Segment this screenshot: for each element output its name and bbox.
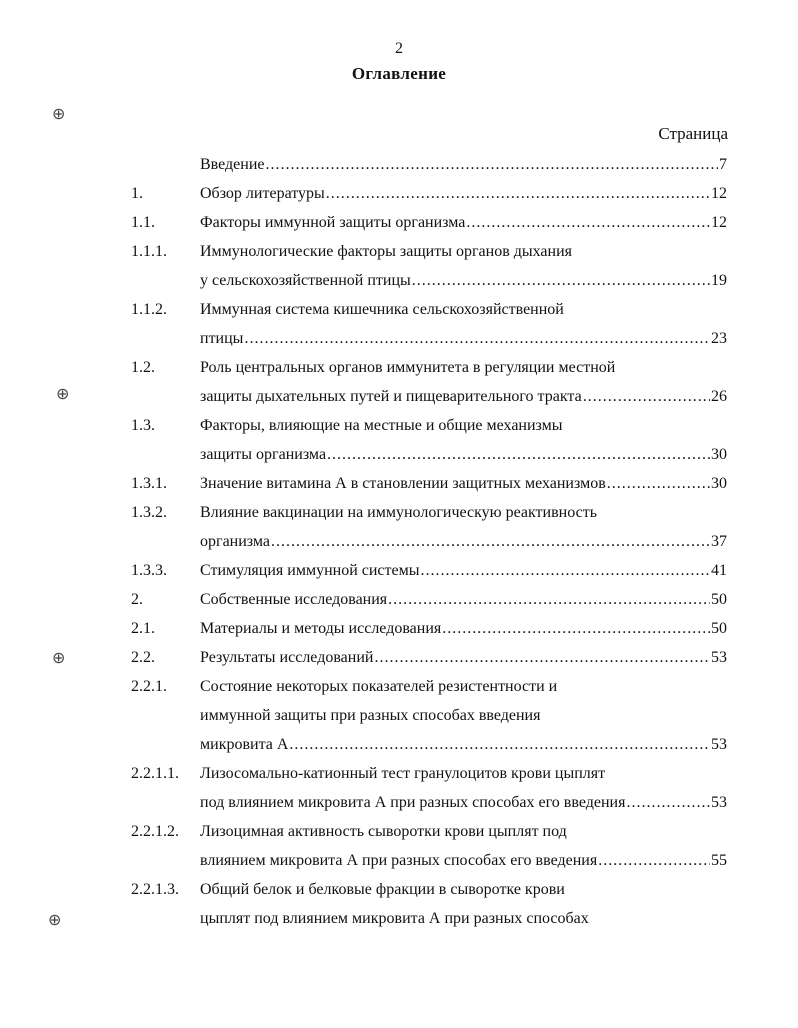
toc-entry-text: Общий белок и белковые фракции в сыворотке крови <box>200 881 565 898</box>
toc-entry-text: Роль центральных органов иммунитета в регуляции местной <box>200 359 616 376</box>
toc-entry-page: 50 <box>711 620 727 637</box>
toc-entry-text: Лизоцимная активность сыворотки крови цыплят под <box>200 823 567 840</box>
toc-entry-number: 2. <box>131 591 143 608</box>
toc-entry-page: 53 <box>711 736 727 753</box>
toc-entry-line <box>0 701 798 730</box>
dot-leader <box>626 788 710 817</box>
toc-entry-line <box>0 904 798 933</box>
toc-entry-line <box>200 788 727 817</box>
toc-entry <box>0 556 798 585</box>
toc-entry-text: Результаты исследований <box>200 649 374 666</box>
toc-entry-number: 1.3.1. <box>131 475 167 492</box>
toc-entry-line <box>0 411 798 440</box>
toc-entry-page: 12 <box>711 214 727 231</box>
page-column-header: Страница <box>658 124 728 143</box>
toc-entry-line <box>200 556 727 585</box>
toc-entry-text: защиты дыхательных путей и пищеварительного тракта <box>200 388 582 405</box>
toc-entry-text: Собственные исследования <box>200 591 388 608</box>
toc-entry-line <box>200 643 727 672</box>
toc-entry <box>0 411 798 469</box>
page-number: 2 <box>395 40 403 57</box>
margin-mark: ⊕ <box>52 648 66 667</box>
toc-entry-text: Значение витамина А в становлении защитных механизмов <box>200 475 606 492</box>
toc-entry <box>0 237 798 295</box>
toc-entry <box>0 295 798 353</box>
toc-entry-text: Лизосомально-катионный тест гранулоцитов крови цыплят <box>200 765 606 782</box>
toc-entry-line <box>0 353 798 382</box>
toc-entry-text: Иммунологические факторы защиты органов дыхания <box>200 243 573 260</box>
toc-entry-text: Состояние некоторых показателей резистентности и <box>200 678 558 695</box>
dot-leader <box>289 730 710 759</box>
toc-entry-number: 1. <box>131 185 143 202</box>
toc-entry-number: 2.2.1.3. <box>131 881 179 898</box>
toc-entry-page: 41 <box>711 562 727 579</box>
dot-leader <box>598 846 710 875</box>
toc-entry-line <box>0 759 798 788</box>
toc-entry-line <box>200 208 727 237</box>
toc-entry <box>0 208 798 237</box>
toc-entry-page: 19 <box>711 272 727 289</box>
toc-entry-line <box>0 237 798 266</box>
toc-entry-line <box>200 440 727 469</box>
dot-leader <box>466 208 710 237</box>
toc-entry-line <box>0 672 798 701</box>
toc-entry-text: Факторы иммунной защиты организма <box>200 214 466 231</box>
toc-entry-text: микровита А <box>200 736 289 753</box>
toc-entry-line <box>0 817 798 846</box>
toc-entry-page: 37 <box>711 533 727 550</box>
toc-entry <box>0 179 798 208</box>
toc-entry-number: 1.2. <box>131 359 155 376</box>
toc-entry-page: 12 <box>711 185 727 202</box>
dot-leader <box>607 469 710 498</box>
toc-entry-number: 2.2.1. <box>131 678 167 695</box>
toc-entry-text: цыплят под влиянием микровита А при разных способах <box>200 910 589 927</box>
toc-entry-text: Иммунная система кишечника сельскохозяйственной <box>200 301 564 318</box>
toc-entry <box>0 353 798 411</box>
toc-entry-line <box>200 614 727 643</box>
dot-leader <box>374 643 710 672</box>
toc-entry-text: организма <box>200 533 270 550</box>
toc-entry-page: 23 <box>711 330 727 347</box>
toc-entry-text: иммунной защиты при разных способах введения <box>200 707 541 724</box>
toc-entry <box>0 643 798 672</box>
margin-mark: ⊕ <box>56 384 70 403</box>
dot-leader <box>421 556 711 585</box>
toc-entry <box>0 614 798 643</box>
toc-entry-line <box>200 469 727 498</box>
toc-entry-number: 2.2. <box>131 649 155 666</box>
toc-entry-number: 1.1.1. <box>131 243 167 260</box>
toc-entry-line <box>200 846 727 875</box>
toc-entry-line <box>200 585 727 614</box>
toc-entry-line <box>0 498 798 527</box>
margin-mark: ⊕ <box>52 104 66 123</box>
toc-entry-page: 50 <box>711 591 727 608</box>
toc-entry-number: 2.2.1.1. <box>131 765 179 782</box>
dot-leader <box>326 179 710 208</box>
dot-leader <box>583 382 710 411</box>
toc-entry-page: 53 <box>711 794 727 811</box>
toc-entry <box>0 759 798 817</box>
toc-entry-text: птицы <box>200 330 244 347</box>
toc-entry-text: Факторы, влияющие на местные и общие механизмы <box>200 417 563 434</box>
toc-entry-text: Обзор литературы <box>200 185 325 202</box>
toc-entry <box>0 672 798 759</box>
toc-entry <box>0 875 798 933</box>
toc-entry-text: защиты организма <box>200 446 327 463</box>
toc-entry-number: 1.1. <box>131 214 155 231</box>
dot-leader <box>266 150 719 179</box>
toc-entry-line <box>0 875 798 904</box>
toc-entry-line <box>200 730 727 759</box>
toc-entry-number: 2.1. <box>131 620 155 637</box>
table-of-contents <box>0 150 798 933</box>
toc-entry-page: 55 <box>711 852 727 869</box>
toc-entry-page: 30 <box>711 475 727 492</box>
toc-entry-line <box>200 266 727 295</box>
toc-entry-line <box>200 527 727 556</box>
toc-entry <box>0 585 798 614</box>
toc-entry-text: Стимуляция иммунной системы <box>200 562 420 579</box>
page-title: Оглавление <box>351 64 447 83</box>
toc-entry-number: 1.1.2. <box>131 301 167 318</box>
toc-entry-line <box>200 150 727 179</box>
dot-leader <box>327 440 710 469</box>
dot-leader <box>442 614 710 643</box>
dot-leader <box>388 585 710 614</box>
toc-entry-line <box>200 382 727 411</box>
toc-entry <box>0 150 798 179</box>
toc-entry-number: 2.2.1.2. <box>131 823 179 840</box>
toc-entry <box>0 498 798 556</box>
dot-leader <box>244 324 710 353</box>
toc-entry-text: под влиянием микровита А при разных способах его введения <box>200 794 626 811</box>
margin-mark: ⊕ <box>48 910 62 929</box>
toc-entry-text: Материалы и методы исследования <box>200 620 442 637</box>
toc-entry <box>0 469 798 498</box>
toc-entry-line <box>200 324 727 353</box>
toc-entry-text: влиянием микровита А при разных способах его введения <box>200 852 598 869</box>
dot-leader <box>271 527 710 556</box>
toc-entry <box>0 817 798 875</box>
toc-entry-text: Введение <box>200 156 265 173</box>
toc-entry-number: 1.3.3. <box>131 562 167 579</box>
toc-entry-page: 30 <box>711 446 727 463</box>
toc-entry-page: 7 <box>719 156 727 173</box>
toc-entry-line <box>0 295 798 324</box>
toc-entry-page: 26 <box>711 388 727 405</box>
toc-entry-text: у сельскохозяйственной птицы <box>200 272 411 289</box>
toc-entry-number: 1.3. <box>131 417 155 434</box>
toc-entry-page: 53 <box>711 649 727 666</box>
toc-entry-line <box>200 179 727 208</box>
dot-leader <box>412 266 710 295</box>
toc-entry-number: 1.3.2. <box>131 504 167 521</box>
toc-entry-text: Влияние вакцинации на иммунологическую реактивность <box>200 504 598 521</box>
